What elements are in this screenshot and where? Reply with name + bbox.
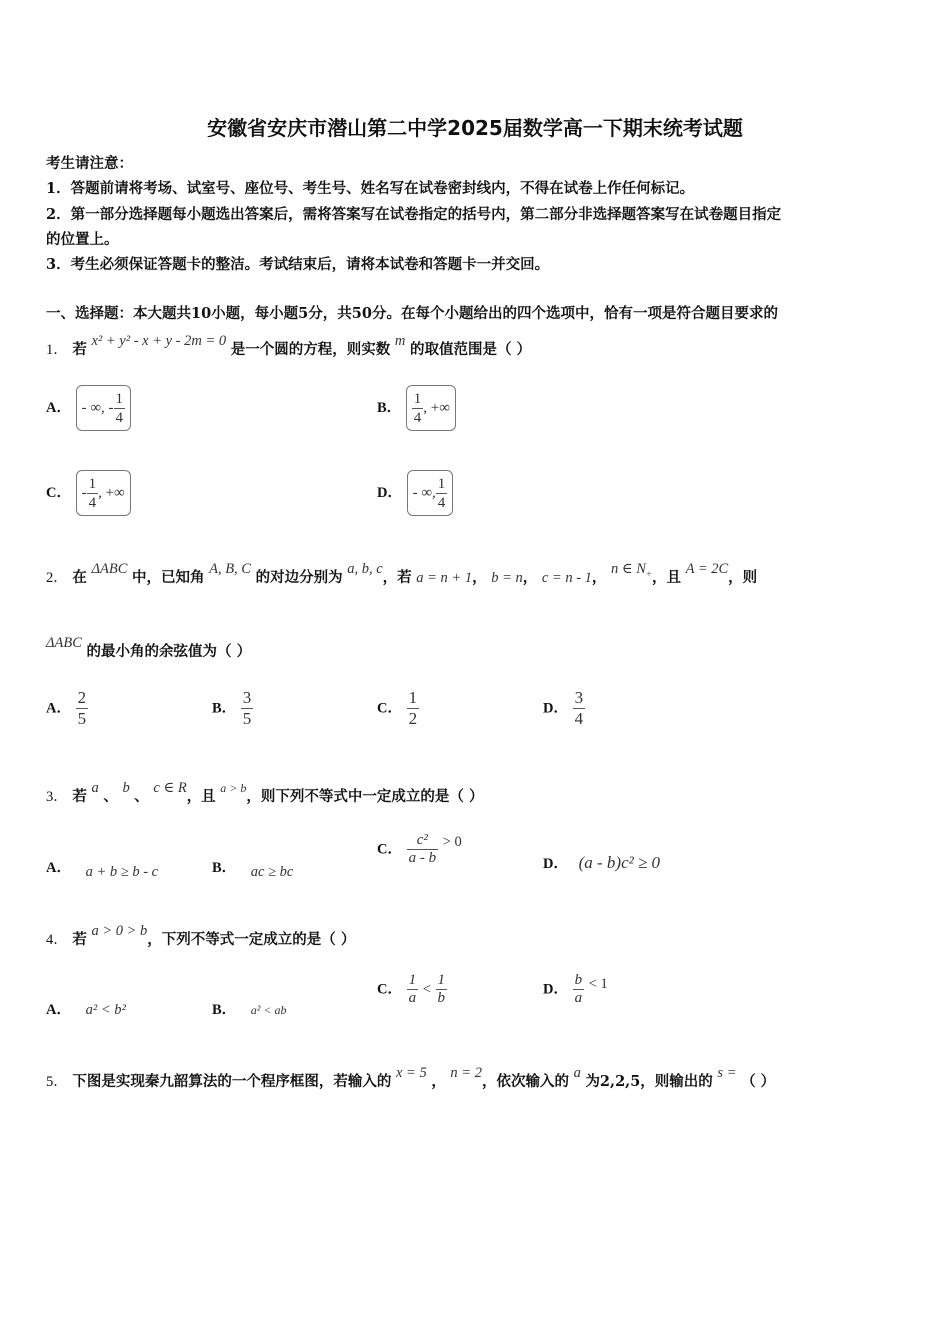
- option-label: C．: [46, 485, 71, 501]
- math-expression: x = 5: [395, 1065, 427, 1081]
- numerator: b: [574, 972, 583, 988]
- option-label: D．: [543, 981, 568, 998]
- math-expression: n = 2: [450, 1065, 482, 1081]
- interval-right: , +∞: [98, 484, 125, 501]
- denominator: a: [574, 990, 583, 1006]
- question-text: 的对边分别为: [255, 569, 343, 586]
- question-text: ，且: [652, 569, 681, 586]
- option-4a: [46, 998, 126, 1019]
- denominator: 4: [413, 409, 422, 426]
- option-3d: [543, 852, 660, 873]
- option-label: B．: [212, 860, 237, 876]
- question-text: 是一个圆的方程，则实数: [230, 341, 391, 358]
- option-label: C．: [377, 981, 402, 998]
- numerator: 1: [437, 972, 445, 988]
- option-4d: [543, 972, 608, 1007]
- question-text: 的取值范围是（ ）: [409, 341, 532, 358]
- question-number: 1．: [46, 342, 68, 358]
- math-operator: <: [422, 981, 431, 998]
- notice-heading: 考生请注意：: [46, 155, 133, 172]
- option-2a: [46, 688, 88, 729]
- numerator: 1: [115, 390, 124, 407]
- option-1b: [377, 385, 456, 431]
- math-expression: > 0: [442, 833, 462, 850]
- option-label: A．: [46, 700, 71, 717]
- math-expression: ΔABC: [91, 561, 128, 577]
- question-text: 在: [72, 569, 87, 586]
- math-expression: a, b, c: [347, 561, 383, 577]
- math-variable: a: [573, 1065, 581, 1081]
- numerator: 1: [413, 390, 422, 407]
- denominator: 5: [77, 709, 87, 728]
- notice-item: 2．第一部分选择题每小题选出答案后，需将答案写在试卷指定的括号内，第二部分非选择题答案写在试卷题目指定: [46, 206, 782, 223]
- question-text: ，: [431, 1073, 446, 1090]
- question-text: ，若: [382, 569, 412, 586]
- math-expression: a > b: [220, 781, 247, 795]
- math-expression: < 1: [588, 975, 608, 992]
- math-expression: b = n: [491, 570, 523, 586]
- question-text: ，下列不等式一定成立的是（ ）: [147, 931, 356, 948]
- math-variable: m: [394, 333, 406, 349]
- math-subscript: +: [645, 568, 652, 579]
- denominator: 5: [242, 709, 252, 728]
- question-text: 、: [103, 788, 118, 805]
- question-2: 2． 在 ΔABC 中，已知角 A, B, C 的对边分别为 a, b, c，若 a = n + 1， b = n， c = n - 1， n ∈ $N_+$，且 A = 2C，则: [46, 561, 758, 586]
- option-label: B．: [212, 700, 237, 717]
- denominator: 4: [88, 494, 97, 511]
- question-number: 5．: [46, 1074, 68, 1090]
- option-label: C．: [377, 700, 402, 717]
- option-label: A．: [46, 1002, 71, 1018]
- math-expression: x² + y² - x + y - 2m = 0: [91, 333, 227, 349]
- option-2b: [212, 688, 253, 729]
- denominator: b: [437, 990, 445, 1006]
- interval: [76, 385, 131, 431]
- fraction: [407, 688, 420, 729]
- option-4c: [377, 972, 447, 1007]
- question-text: 若: [72, 931, 87, 948]
- notice-item: 1．答题前请将考场、试室号、座位号、考生号、姓名写在试卷密封线内，不得在试卷上作任何标记。: [46, 180, 695, 197]
- option-1a: [46, 385, 131, 431]
- option-2c: [377, 688, 419, 729]
- numerator: 2: [77, 688, 87, 707]
- question-3: [46, 780, 484, 806]
- denominator: 4: [115, 409, 124, 426]
- interval-left: - ∞, -: [81, 399, 114, 416]
- math-expression: s =: [717, 1065, 737, 1081]
- math-expression: A, B, C: [209, 561, 251, 577]
- question-2-continued: [46, 635, 252, 661]
- fraction: [241, 688, 254, 729]
- question-text: 为2,2,5，则输出的: [585, 1073, 713, 1090]
- option-3b: [212, 856, 294, 880]
- question-text: ，则: [728, 569, 758, 586]
- page-title: 安徽省安庆市潜山第二中学2025届数学高一下期末统考试题: [207, 116, 743, 140]
- math-variable: b: [122, 780, 130, 796]
- question-text: 若: [72, 341, 87, 358]
- question-number: 4．: [46, 932, 68, 948]
- denominator: 4: [437, 494, 446, 511]
- fraction: [573, 972, 585, 1007]
- option-label: A．: [46, 400, 71, 416]
- numerator: 1: [408, 972, 417, 988]
- fraction: [87, 475, 99, 512]
- math-expression: ac ≥ bc: [250, 864, 294, 880]
- math-expression: [611, 561, 652, 577]
- denominator: a - b: [408, 850, 437, 866]
- question-4: [46, 923, 356, 949]
- numerator: c²: [416, 832, 428, 848]
- numerator: 3: [574, 688, 584, 707]
- math-expression: a + b ≥ b - c: [85, 864, 159, 880]
- question-text: （ ）: [741, 1073, 776, 1090]
- denominator: 4: [574, 709, 584, 728]
- option-1d: [377, 470, 453, 516]
- option-4b: [212, 998, 286, 1019]
- math-expression: (a - b)c² ≥ 0: [578, 853, 661, 872]
- denominator: a: [408, 990, 417, 1006]
- option-label: A．: [46, 860, 71, 876]
- question-text: ，且: [186, 788, 216, 805]
- fraction: [573, 688, 586, 729]
- notice-item: 3．考生必须保证答题卡的整洁。考试结束后，请将本试卷和答题卡一并交回。: [46, 256, 550, 273]
- fraction: [436, 972, 448, 1007]
- question-text: 、: [134, 788, 149, 805]
- question-number: 2．: [46, 570, 68, 586]
- math-expression: a² < b²: [85, 1002, 126, 1018]
- question-text: 的最小角的余弦值为（ ）: [86, 643, 252, 660]
- option-label: D．: [543, 856, 568, 872]
- question-number: 3．: [46, 789, 68, 805]
- math-set: n ∈ N: [611, 561, 646, 577]
- notice-item: 的位置上。: [46, 231, 119, 248]
- question-text: 若: [72, 788, 87, 805]
- math-expression: A = 2C: [685, 561, 729, 577]
- interval-left: - ∞,: [412, 484, 436, 501]
- math-expression: c = n - 1: [541, 570, 592, 586]
- math-expression: a = n + 1: [416, 570, 473, 586]
- denominator: 2: [408, 709, 418, 728]
- question-5: [46, 1065, 776, 1091]
- option-label: B．: [212, 1002, 237, 1018]
- option-label: D．: [377, 485, 402, 501]
- fraction: [407, 832, 439, 867]
- option-label: D．: [543, 700, 568, 717]
- option-2d: [543, 688, 585, 729]
- question-text: ，则下列不等式中一定成立的是（ ）: [246, 788, 484, 805]
- math-expression: a > 0 > b: [91, 923, 148, 939]
- option-label: B．: [377, 400, 402, 416]
- math-expression: a² < ab: [250, 1003, 287, 1017]
- interval-right: , +∞: [423, 399, 450, 416]
- section-heading: 一、选择题：本大题共10小题，每小题5分，共50分。在每个小题给出的四个选项中，恰有一项是符合题目要求的: [46, 305, 778, 322]
- fraction: [407, 972, 419, 1007]
- numerator: 1: [437, 475, 446, 492]
- interval: [76, 470, 131, 516]
- fraction: [436, 475, 448, 512]
- question-text: ，依次输入的: [481, 1073, 569, 1090]
- numerator: 1: [88, 475, 97, 492]
- option-3a: [46, 856, 159, 880]
- interval-left: -: [81, 484, 87, 501]
- numerator: 3: [242, 688, 252, 707]
- fraction: [76, 688, 89, 729]
- fraction: [114, 390, 126, 427]
- question-1: [46, 333, 532, 359]
- math-expression: ΔABC: [46, 635, 82, 651]
- option-1c: [46, 470, 131, 516]
- question-text: 中，已知角: [131, 569, 205, 586]
- option-label: C．: [377, 841, 402, 858]
- question-text: 下图是实现秦九韶算法的一个程序框图，若输入的: [72, 1073, 392, 1090]
- math-expression: c ∈ R: [153, 780, 187, 796]
- interval: [406, 385, 456, 431]
- interval: [407, 470, 454, 516]
- fraction: [412, 390, 424, 427]
- option-3c: [377, 832, 462, 867]
- numerator: 1: [408, 688, 418, 707]
- math-variable: a: [91, 780, 99, 796]
